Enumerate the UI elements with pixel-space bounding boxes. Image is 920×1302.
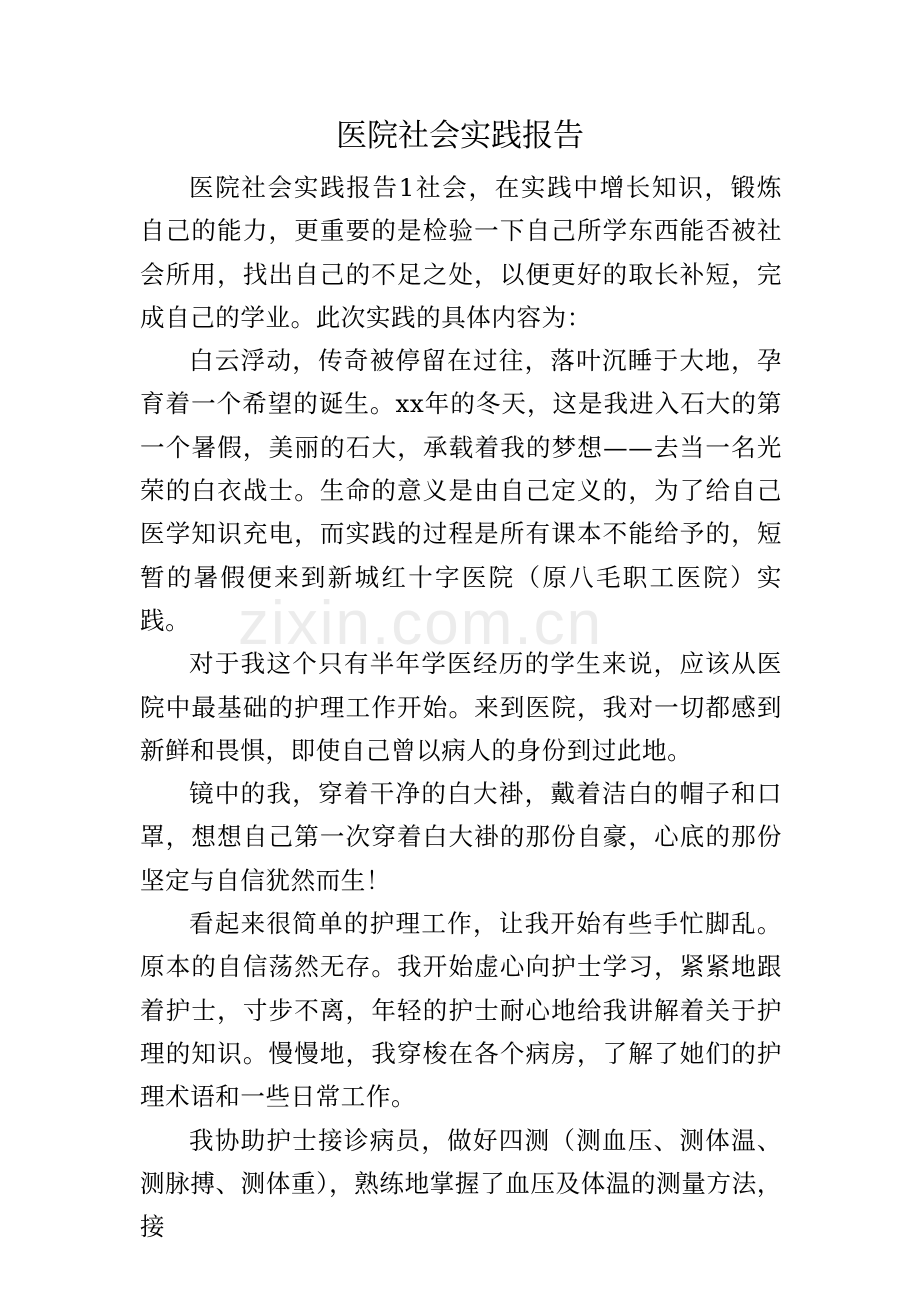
site-watermark: zixin.com.cn xyxy=(238,589,604,658)
document-body xyxy=(140,166,782,1248)
document-title: 医院社会实践报告 xyxy=(336,118,584,154)
paragraph-5: 看起来很简单的护理工作，让我开始有些手忙脚乱。原本的自信荡然无存。我开始虚心向护士学习，紧紧地跟着护士，寸步不离，年轻的护士耐心地给我讲解着关于护理的知识。慢慢地，我穿梭在各个病房，了解了她们的护理术语和一些日常工作。 xyxy=(140,909,782,1112)
paragraph-2: 白云浮动，传奇被停留在过往，落叶沉睡于大地，孕育着一个希望的诞生。xx年的冬天，这是我进入石大的第一个暑假，美丽的石大，承载着我的梦想——去当一名光荣的白衣战士。生命的意义是由自己定义的，为了给自己医学知识充电，而实践的过程是所有课本不能给予的，短暂的暑假便来到新城红十字医院（原八毛职工医院）实践。 xyxy=(140,346,782,635)
paragraph-1: 医院社会实践报告1社会，在实践中增长知识，锻炼自己的能力，更重要的是检验一下自己所学东西能否被社会所用，找出自己的不足之处，以便更好的取长补短，完成自己的学业。此次实践的具体内容为： xyxy=(140,173,782,332)
paragraph-6: 我协助护士接诊病员，做好四测（测血压、测体温、测脉搏、测体重），熟练地掌握了血压及体温的测量方法，接 xyxy=(140,1125,782,1242)
paragraph-4: 镜中的我，穿着干净的白大褂，戴着洁白的帽子和口罩，想想自己第一次穿着白大褂的那份自豪，心底的那份坚定与自信犹然而生！ xyxy=(140,779,782,895)
paragraph-3: 对于我这个只有半年学医经历的学生来说，应该从医院中最基础的护理工作开始。来到医院，我对一切都感到新鲜和畏惧，即使自己曾以病人的身份到过此地。 xyxy=(140,649,782,765)
